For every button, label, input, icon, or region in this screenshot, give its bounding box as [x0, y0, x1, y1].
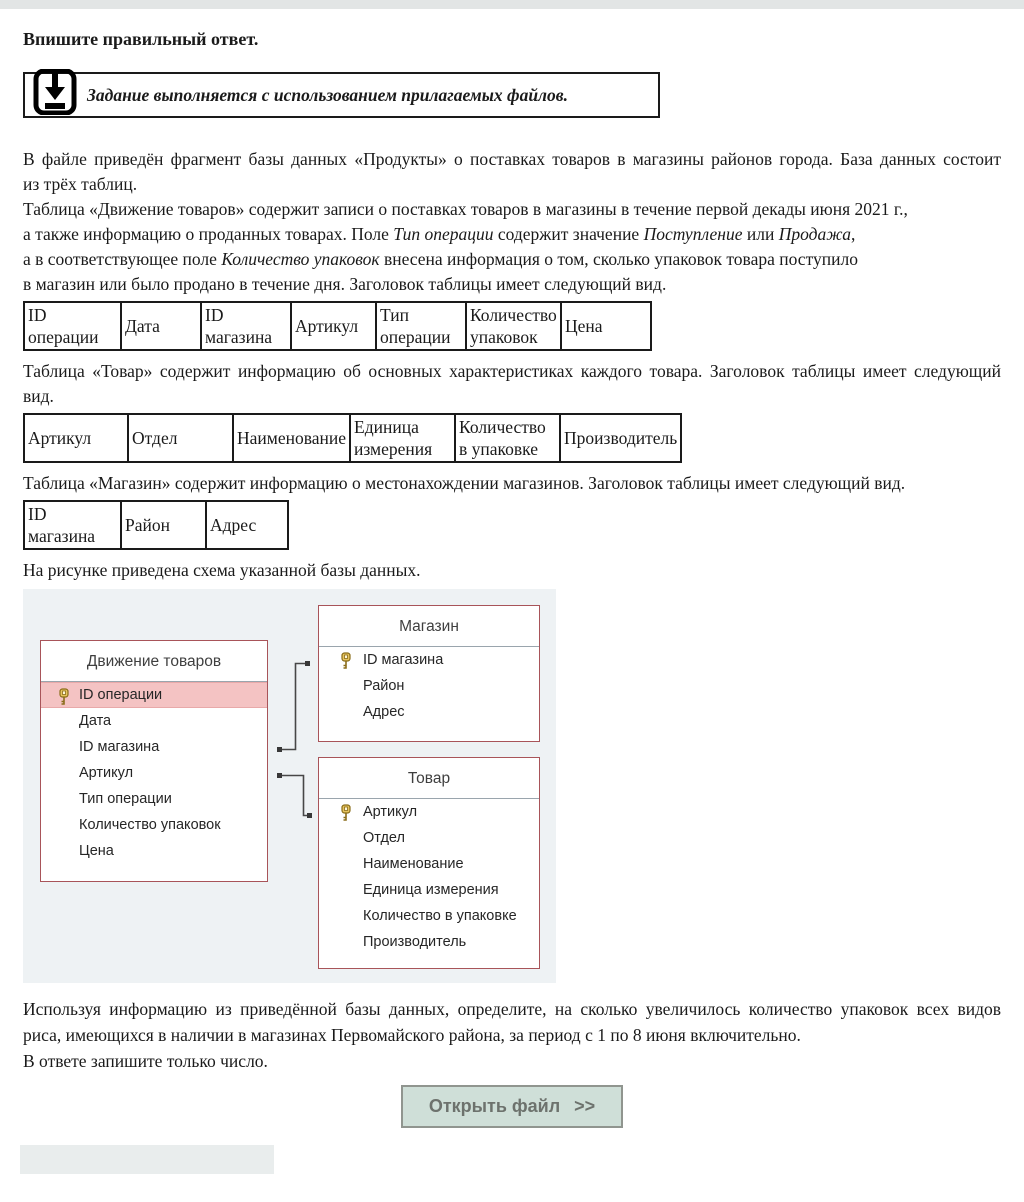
- column-header: Количество в упаковке: [455, 414, 560, 462]
- scheme-caption: На рисунке приведена схема указанной базы данных.: [23, 560, 421, 580]
- entity-title: Товар: [319, 758, 539, 799]
- open-file-button[interactable]: Открыть файл >>: [401, 1085, 623, 1128]
- entity-field-row: [41, 760, 267, 786]
- field-name: Артикул: [79, 765, 134, 781]
- entity-field-row: [319, 929, 539, 955]
- entity-field-row: [41, 812, 267, 838]
- column-header: ID магазина: [201, 302, 291, 350]
- primary-key-icon: [339, 652, 353, 673]
- field-name: Отдел: [363, 830, 405, 846]
- column-header: ID операции: [24, 302, 121, 350]
- field-name: Производитель: [363, 934, 467, 950]
- field-name: ID операции: [79, 687, 163, 703]
- entity-field-row: [319, 699, 539, 725]
- entity-field-row: [41, 682, 267, 708]
- entity-field-row: [319, 825, 539, 851]
- entity-movement-table: [40, 640, 268, 882]
- field-name: Количество упаковок: [79, 817, 221, 833]
- column-header: Район: [121, 501, 206, 549]
- entity-field-row: [319, 647, 539, 673]
- field-name: Тип операции: [79, 791, 172, 807]
- entity-field-row: [41, 734, 267, 760]
- double-chevron-icon: >>: [574, 1096, 596, 1116]
- primary-key-icon: [339, 804, 353, 825]
- entity-title: Магазин: [319, 606, 539, 647]
- intro-line: в магазин или было продано в течение дня. Заголовок таблицы имеет следующий вид.: [23, 274, 667, 294]
- entity-field-row: [319, 799, 539, 825]
- field-name: Единица измерения: [363, 882, 499, 898]
- column-header: Тип операции: [376, 302, 466, 350]
- entity-product-table: [318, 757, 540, 969]
- field-name: Цена: [79, 843, 114, 859]
- entity-field-row: [41, 786, 267, 812]
- question-line: риса, имеющихся в наличии в магазинах Первомайского района, за период с 1 по 8 июня включительно.: [23, 1025, 801, 1045]
- field-name: Артикул: [363, 804, 418, 820]
- entity-field-row: [319, 903, 539, 929]
- intro-line: а также информацию о проданных товарах. Поле Тип операции содержит значение Поступление или Продажа,: [23, 224, 856, 244]
- intro-text: [23, 147, 1001, 297]
- column-header: Количество упаковок: [466, 302, 561, 350]
- field-name: ID магазина: [363, 652, 444, 668]
- column-header: Отдел: [128, 414, 233, 462]
- attachment-notice-text: Задание выполняется с использованием прилагаемых файлов.: [87, 84, 568, 105]
- download-file-icon: [33, 69, 77, 120]
- entity-field-row: [319, 877, 539, 903]
- column-header: Производитель: [560, 414, 681, 462]
- entity-field-row: [319, 851, 539, 877]
- database-schema-figure: [23, 589, 556, 983]
- shop-table-caption: Таблица «Магазин» содержит информацию о местонахождении магазинов. Заголовок таблицы имеет следующий вид.: [23, 473, 906, 493]
- question-line: В ответе запишите только число.: [23, 1051, 268, 1071]
- field-name: Количество в упаковке: [363, 908, 517, 924]
- entity-field-row: [41, 708, 267, 734]
- shop-table-header: [23, 500, 289, 550]
- movement-table-header: [23, 301, 652, 351]
- column-header: Наименование: [233, 414, 350, 462]
- question-line: Используя информацию из приведённой базы данных, определите, на сколько увеличилось количество упаковок всех видов: [23, 999, 1001, 1019]
- task-page: [0, 27, 1024, 1202]
- product-table-caption: Таблица «Товар» содержит информацию об основных характеристиках каждого товара. Заголовок таблицы имеет следующий вид.: [23, 361, 1001, 406]
- intro-line: а в соответствующее поле Количество упаковок внесена информация о том, сколько упаковок товара поступило: [23, 249, 858, 269]
- field-name: Дата: [79, 713, 112, 729]
- page-title: Впишите правильный ответ.: [23, 29, 259, 49]
- intro-line: Таблица «Движение товаров» содержит записи о поставках товаров в магазины в течение первой декады июня 2021 г.,: [23, 199, 908, 219]
- field-name: Наименование: [363, 856, 464, 872]
- entity-field-row: [41, 838, 267, 864]
- column-header: Артикул: [24, 414, 128, 462]
- top-bar: [0, 0, 1024, 9]
- question-text: [23, 996, 1001, 1074]
- column-header: Адрес: [206, 501, 288, 549]
- intro-line: В файле приведён фрагмент базы данных «Продукты» о поставках товаров в магазины районов города. База данных состоит: [23, 149, 1001, 169]
- attachment-notice-box: [23, 72, 660, 118]
- field-name: Район: [363, 678, 405, 694]
- answer-input[interactable]: [20, 1145, 274, 1174]
- column-header: ID магазина: [24, 501, 121, 549]
- column-header: Дата: [121, 302, 201, 350]
- field-name: Адрес: [363, 704, 405, 720]
- intro-line: из трёх таблиц.: [23, 174, 138, 194]
- entity-title: Движение товаров: [41, 641, 267, 682]
- bottom-spacer: [23, 1174, 1001, 1202]
- product-table-header: [23, 413, 682, 463]
- entity-shop-table: [318, 605, 540, 742]
- column-header: Единица измерения: [350, 414, 455, 462]
- entity-field-row: [319, 673, 539, 699]
- field-name: ID магазина: [79, 739, 160, 755]
- column-header: Артикул: [291, 302, 376, 350]
- primary-key-icon: [57, 688, 71, 709]
- column-header: Цена: [561, 302, 651, 350]
